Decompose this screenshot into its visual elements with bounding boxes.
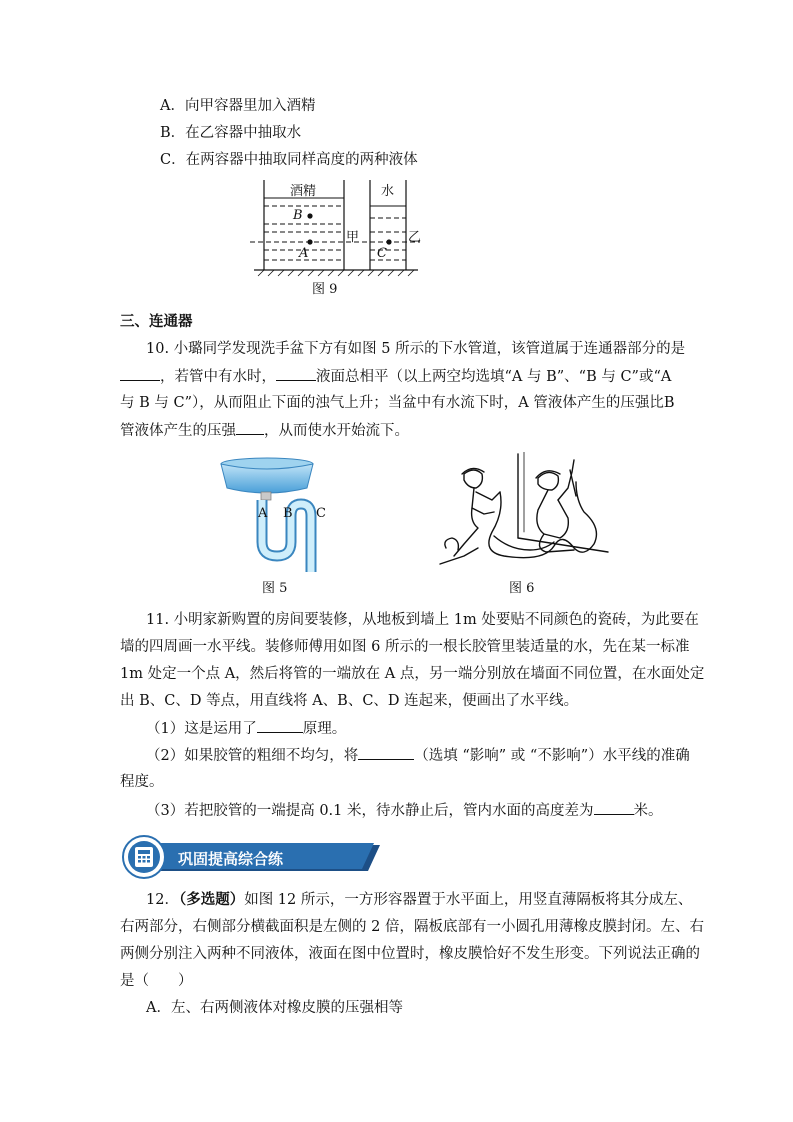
q11-sub-2-cont: 程度。 <box>120 774 164 790</box>
q10-line-3: 与 B 与 C”），从而阻止下面的浊气上升；当盆中有水流下时，A 管液体产生的压强比B <box>120 395 675 411</box>
q12-line-2: 右两部分，右侧部分横截面积是左侧的 2 倍，隔板底部有一小圆孔用薄橡皮膜封闭。左、右 <box>120 919 704 935</box>
fig9-caption: 图 9 <box>312 282 338 297</box>
q11-line-3: 1m 处定一个点 A，然后将管的一端放在 A 点，另一端分别放在墙面不同位置，在水面处定 <box>120 666 705 682</box>
q11-line-2: 墙的四周画一水平线。装修师傅用如图 6 所示的一根长胶管里装适量的水，先在某一标准 <box>120 639 690 655</box>
section-title: 三、连通器 <box>120 313 193 330</box>
q11-blank-2[interactable] <box>358 745 414 760</box>
fig9-label-alcohol: 酒精 <box>290 184 317 199</box>
figure-6-workers-hose <box>434 452 610 570</box>
q10-blank-2[interactable] <box>276 366 316 381</box>
q10-line-4: 管液体产生的压强 ，从而使水开始流下。 <box>120 420 409 441</box>
fig5-label-b: B <box>283 506 293 521</box>
fig9-label-water: 水 <box>381 184 395 199</box>
q9-option-c: C．在两容器中抽取同样高度的两种液体 <box>160 152 418 168</box>
q10-line-1: 10. 小璐同学发现洗手盆下方有如图 5 所示的下水管道，该管道属于连通器部分的是 <box>146 341 686 357</box>
fig9-point-b: B <box>293 208 303 223</box>
banner-title: 巩固提高综合练 <box>178 850 284 868</box>
fig9-label-yi: 乙 <box>408 230 422 245</box>
q12-multi-select-tag: （多选题） <box>178 891 245 908</box>
figure-9-containers <box>248 174 428 280</box>
q11-blank-1[interactable] <box>257 718 303 733</box>
fig5-label-c: C <box>316 506 326 521</box>
fig9-point-c: C <box>377 246 387 261</box>
q12-line-3: 两侧分别注入两种不同液体，液面在图中位置时，橡皮膜恰好不发生形变。下列说法正确的 <box>120 946 700 962</box>
fig9-point-a: A <box>299 246 309 261</box>
calculator-icon <box>134 846 154 868</box>
q11-sub-3: （3）若把胶管的一端提高 0.1 米，待水静止后，管内水面的高度差为 米。 <box>146 800 663 821</box>
q10-blank-3[interactable] <box>236 420 264 435</box>
q12-line-1: 12．（多选题）如图 12 所示，一方形容器置于水平面上，用竖直薄隔板将其分成左、 <box>146 891 693 908</box>
q11-line-4: 出 B、C、D 等点，用直线将 A、B、C、D 连起来，便画出了水平线。 <box>120 693 579 709</box>
q10-line-2: ，若管中有水时， 液面总相平（以上两空均选填“A 与 B”、“B 与 C”或“A <box>120 366 671 387</box>
fig6-caption: 图 6 <box>509 581 535 596</box>
section-banner <box>122 835 380 879</box>
q11-line-1: 11. 小明家新购置的房间要装修，从地板到墙上 1m 处要贴不同颜色的瓷砖，为此要在 <box>146 612 699 628</box>
q9-option-a: A．向甲容器里加入酒精 <box>160 98 316 114</box>
fig5-caption: 图 5 <box>262 581 288 596</box>
q12-option-a: A．左、右两侧液体对橡皮膜的压强相等 <box>146 1000 403 1016</box>
q11-sub-1: （1）这是运用了 原理。 <box>146 718 346 739</box>
q10-blank-1[interactable] <box>120 366 160 381</box>
q9-option-b: B．在乙容器中抽取水 <box>160 125 302 141</box>
q12-line-4: 是（ ） <box>120 973 193 989</box>
fig9-label-jia: 甲 <box>346 230 360 245</box>
fig5-label-a: A <box>258 506 268 521</box>
q11-blank-3[interactable] <box>594 800 634 815</box>
q11-sub-2: （2）如果胶管的粗细不均匀，将 （选填 “影响” 或 “不影响”）水平线的准确 <box>146 745 690 766</box>
